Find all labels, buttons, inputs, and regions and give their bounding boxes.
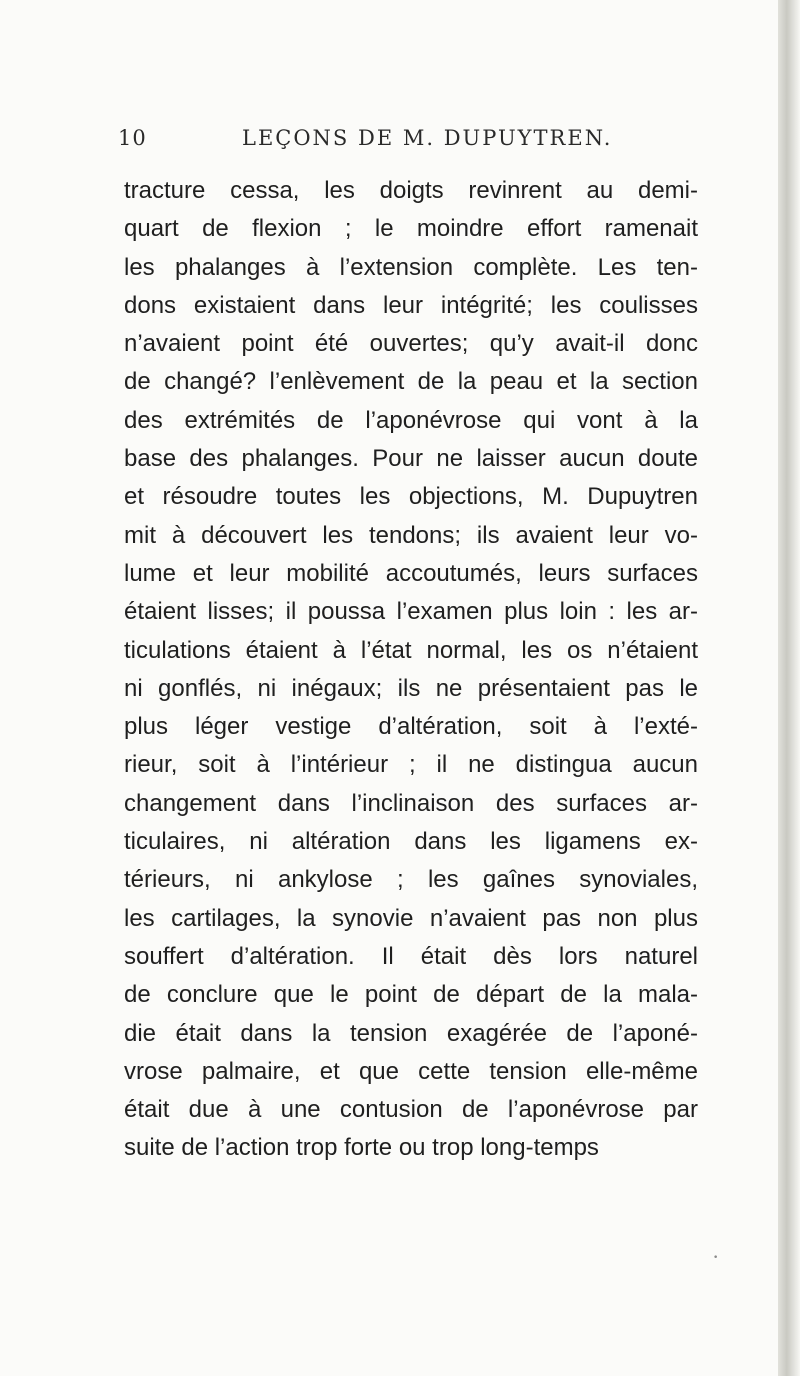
text-line: base des phalanges. Pour ne laisser aucun doute bbox=[124, 445, 698, 473]
text-line: suite de l’action trop forte ou trop long-temps bbox=[124, 1134, 599, 1162]
text-line: mit à découvert les tendons; ils avaient leur vo- bbox=[124, 521, 698, 549]
text-line: quart de flexion ; le moindre effort ramenait bbox=[124, 215, 698, 243]
text-line: les cartilages, la synovie n’avaient pas non plus bbox=[124, 904, 698, 932]
text-line: des extrémités de l’aponévrose qui vont à la bbox=[124, 406, 698, 434]
text-line: vrose palmaire, et que cette tension elle-même bbox=[124, 1057, 698, 1085]
text-line: rieur, soit à l’intérieur ; il ne distingua aucun bbox=[124, 751, 698, 779]
page-number: 10 bbox=[118, 126, 147, 150]
text-line: térieurs, ni ankylose ; les gaînes synoviales, bbox=[124, 866, 698, 894]
ink-speck: • bbox=[713, 1253, 719, 1263]
page-header bbox=[118, 126, 678, 166]
text-line: de changé? l’enlèvement de la peau et la section bbox=[124, 368, 698, 396]
text-line: et résoudre toutes les objections, M. Dupuytren bbox=[124, 483, 698, 511]
text-line: ni gonflés, ni inégaux; ils ne présentaient pas le bbox=[124, 674, 698, 702]
running-title: LEÇONS DE M. DUPUYTREN. bbox=[242, 126, 613, 150]
text-line: souffert d’altération. Il était dès lors naturel bbox=[124, 942, 698, 970]
text-line: die était dans la tension exagérée de l’aponé- bbox=[124, 1019, 698, 1047]
text-line: changement dans l’inclinaison des surfaces ar- bbox=[124, 789, 698, 817]
text-line: était due à une contusion de l’aponévrose par bbox=[124, 1096, 698, 1124]
text-line: ticulations étaient à l’état normal, les os n’étaient bbox=[124, 636, 698, 664]
text-line: plus léger vestige d’altération, soit à l’exté- bbox=[124, 713, 698, 741]
text-line: lume et leur mobilité accoutumés, leurs surfaces bbox=[124, 559, 698, 587]
text-line: de conclure que le point de départ de la mala- bbox=[124, 981, 698, 1009]
text-line: tracture cessa, les doigts revinrent au demi- bbox=[124, 177, 698, 204]
text-line: dons existaient dans leur intégrité; les coulisses bbox=[124, 291, 698, 319]
page-edge-shadow bbox=[778, 0, 800, 1376]
text-line: ticulaires, ni altération dans les ligamens ex- bbox=[124, 828, 698, 856]
text-line: les phalanges à l’extension complète. Les ten- bbox=[124, 253, 698, 281]
body-text bbox=[124, 172, 698, 1168]
text-line: étaient lisses; il poussa l’examen plus loin : les ar- bbox=[124, 598, 698, 626]
text-line: n’avaient point été ouvertes; qu’y avait-il donc bbox=[124, 330, 698, 358]
